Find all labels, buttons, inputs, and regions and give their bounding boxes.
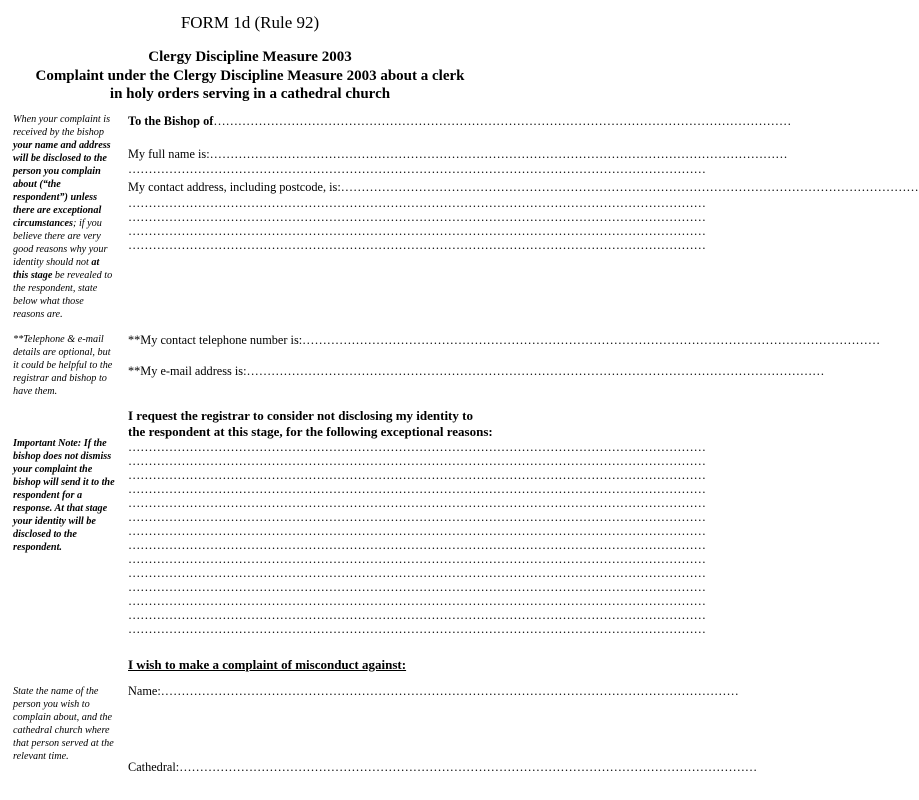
dot-fill: ……………………………………………………………………………………………………………………………: [179, 760, 758, 774]
field-label: **My e-mail address is:: [128, 364, 247, 378]
email-field[interactable]: [128, 364, 825, 379]
side-note-important: Important Note: If the bishop does not dismiss your complaint the bishop will send it to the respondent for a response. At that stage your identity will be disclosed to the respondent.: [13, 438, 115, 553]
reason-line[interactable]: ……………………………………………………………………………………………………………………………: [128, 608, 706, 622]
reason-line[interactable]: ……………………………………………………………………………………………………………………………: [128, 552, 706, 566]
field-label: My contact address, including postcode, is:: [128, 180, 341, 194]
reason-line[interactable]: ……………………………………………………………………………………………………………………………: [128, 524, 706, 538]
contact-address-field[interactable]: [128, 180, 919, 195]
complaint-title: Complaint under the Clergy Discipline Measure 2003 about a clerk in holy orders serving in a cathedral church: [35, 68, 465, 102]
dot-fill: ……………………………………………………………………………………………………………………………: [340, 180, 919, 194]
reason-line[interactable]: ……………………………………………………………………………………………………………………………: [128, 468, 706, 482]
telephone-field[interactable]: [128, 333, 881, 348]
field-label: To the Bishop of: [128, 114, 214, 128]
full-name-field[interactable]: [128, 147, 788, 162]
dot-fill: ……………………………………………………………………………………………………………………………: [160, 684, 739, 698]
address-line[interactable]: ……………………………………………………………………………………………………………………………: [128, 210, 706, 224]
dot-fill: ……………………………………………………………………………………………………………………………: [246, 364, 825, 378]
reason-line[interactable]: ……………………………………………………………………………………………………………………………: [128, 440, 706, 454]
to-bishop-field[interactable]: [128, 114, 792, 129]
address-line[interactable]: ……………………………………………………………………………………………………………………………: [128, 196, 706, 210]
reason-line[interactable]: ……………………………………………………………………………………………………………………………: [128, 496, 706, 510]
note-text: When your complaint is received by the bishop: [13, 114, 111, 138]
field-label: Cathedral:: [128, 760, 180, 774]
dot-fill: ……………………………………………………………………………………………………………………………: [302, 333, 881, 347]
cathedral-field[interactable]: [128, 760, 758, 775]
note-bold-text: your name and address will be disclosed to the person you complain about (“the respondent”) unless there are exceptional circumstances: [13, 140, 111, 229]
side-note-respondent: State the name of the person you wish to complain about, and the cathedral church where that person served at the relevant time.: [13, 686, 114, 762]
reason-line[interactable]: ……………………………………………………………………………………………………………………………: [128, 566, 706, 580]
note-text: ; if you believe there are very good reasons why your identity should not: [13, 218, 108, 268]
form-title: FORM 1d (Rule 92): [180, 13, 320, 32]
reason-line[interactable]: ……………………………………………………………………………………………………………………………: [128, 510, 706, 524]
reason-line[interactable]: ……………………………………………………………………………………………………………………………: [128, 580, 706, 594]
reason-line[interactable]: ……………………………………………………………………………………………………………………………: [128, 538, 706, 552]
full-name-line[interactable]: ……………………………………………………………………………………………………………………………: [128, 162, 706, 176]
measure-title: Clergy Discipline Measure 2003: [148, 49, 352, 65]
field-label: **My contact telephone number is:: [128, 333, 303, 347]
note-bold-text: at this stage: [13, 257, 100, 281]
complaint-heading: I wish to make a complaint of misconduct against:: [128, 657, 407, 672]
reason-line[interactable]: ……………………………………………………………………………………………………………………………: [128, 482, 706, 496]
reason-line[interactable]: ……………………………………………………………………………………………………………………………: [128, 622, 706, 636]
address-line[interactable]: ……………………………………………………………………………………………………………………………: [128, 238, 706, 252]
field-label: My full name is:: [128, 147, 210, 161]
field-label: Name:: [128, 684, 161, 698]
reason-line[interactable]: ……………………………………………………………………………………………………………………………: [128, 454, 706, 468]
request-text: I request the registrar to consider not disclosing my identity to the respondent at this stage, for the following exceptional reasons:: [128, 408, 493, 439]
side-note-optional: **Telephone & e-mail details are optional, but it could be helpful to the registrar and bishop to have them.: [13, 334, 113, 397]
address-line[interactable]: ……………………………………………………………………………………………………………………………: [128, 224, 706, 238]
dot-fill: ……………………………………………………………………………………………………………………………: [213, 114, 792, 128]
respondent-name-field[interactable]: [128, 684, 739, 699]
side-note-identity: [13, 113, 117, 321]
reason-line[interactable]: ……………………………………………………………………………………………………………………………: [128, 594, 706, 608]
dot-fill: ……………………………………………………………………………………………………………………………: [209, 147, 788, 161]
note-text: be revealed to the respondent, state below what those reasons are.: [13, 270, 113, 320]
